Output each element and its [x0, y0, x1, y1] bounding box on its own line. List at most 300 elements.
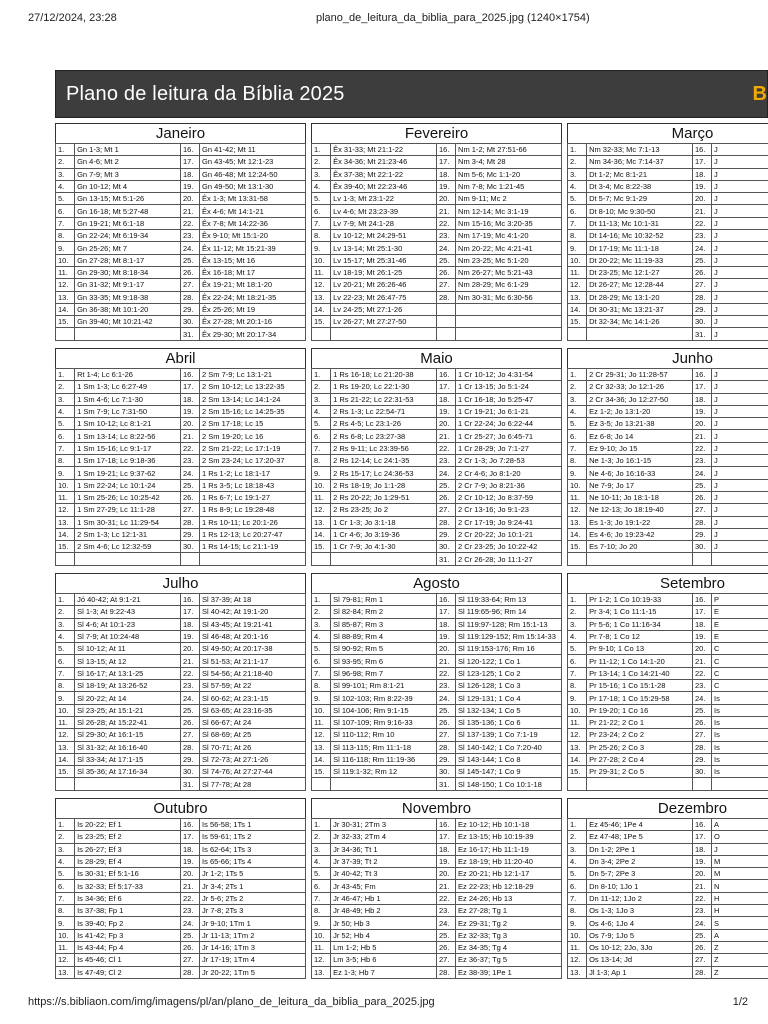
reading-row — [568, 643, 768, 655]
day-number: 7. — [312, 217, 331, 229]
day-number: 27. — [436, 279, 455, 291]
reading-text: 1 Rs 12-13; Lc 20:27-47 — [200, 528, 306, 540]
day-number: 17. — [692, 381, 711, 393]
reading-text: Jr 3-4; 2Ts 1 — [200, 880, 306, 892]
day-number: 4. — [312, 630, 331, 642]
day-number: 16. — [692, 369, 711, 381]
reading-text: Sl 43-45; At 19:21-41 — [200, 618, 306, 630]
reading-text: Ez 29-31; Tg 2 — [456, 917, 562, 929]
reading-row — [568, 753, 768, 765]
day-number: 1. — [56, 819, 75, 831]
reading-text: Gn 10-12; Mt 4 — [75, 180, 181, 192]
reading-row — [312, 716, 562, 728]
reading-row — [56, 655, 306, 667]
day-number: 20. — [436, 193, 455, 205]
reading-row — [312, 929, 562, 941]
day-number: 19. — [180, 405, 199, 417]
reading-text: Is 62-64; 1Ts 3 — [200, 843, 306, 855]
reading-row — [568, 381, 768, 393]
day-number: 12. — [312, 729, 331, 741]
day-number: 13. — [56, 291, 75, 303]
day-number: 26. — [436, 491, 455, 503]
reading-text: Lv 24-25; Mt 27:1-26 — [331, 303, 437, 315]
day-number: 28. — [436, 516, 455, 528]
reading-text: Sl 90-92; Rm 5 — [331, 643, 437, 655]
day-number: 6. — [568, 430, 587, 442]
reading-row — [312, 819, 562, 831]
day-number: 24. — [436, 692, 455, 704]
reading-row — [56, 855, 306, 867]
reading-text: Gn 29-30; Mt 8:18-34 — [75, 266, 181, 278]
reading-row — [56, 704, 306, 716]
reading-text: Sl 137-139; 1 Co 7:1-19 — [456, 729, 562, 741]
reading-row — [56, 606, 306, 618]
reading-text: J — [712, 279, 768, 291]
reading-text: Ez 3-5; Jo 13:21-38 — [587, 418, 693, 430]
reading-text: J — [712, 381, 768, 393]
reading-row — [56, 393, 306, 405]
reading-text: Is 39-40; Fp 2 — [75, 917, 181, 929]
month-name: Março — [567, 123, 768, 143]
day-number — [56, 553, 75, 565]
reading-table — [311, 368, 562, 566]
reading-text: Ez 45-46; 1Pe 4 — [587, 819, 693, 831]
reading-text: 1 Cr 16-18; Jo 5:25-47 — [456, 393, 562, 405]
month-3 — [567, 123, 768, 341]
reading-row — [568, 279, 768, 291]
reading-table — [311, 593, 562, 791]
day-number: 21. — [692, 205, 711, 217]
month-name: Setembro — [567, 573, 768, 593]
reading-row — [568, 766, 768, 778]
day-number: 13. — [568, 741, 587, 753]
reading-text: 1 Cr 4-6; Jo 3:19-36 — [331, 528, 437, 540]
day-number: 5. — [312, 193, 331, 205]
day-number: 2. — [312, 606, 331, 618]
reading-row — [56, 741, 306, 753]
reading-row — [568, 905, 768, 917]
reading-text: Êx 7-8; Mt 14:22-36 — [200, 217, 306, 229]
day-number: 18. — [692, 618, 711, 630]
reading-text: J — [712, 393, 768, 405]
day-number: 7. — [312, 667, 331, 679]
reading-row — [568, 843, 768, 855]
reading-text: Sl 123-125; 1 Co 2 — [456, 667, 562, 679]
reading-text — [331, 553, 437, 565]
day-number: 19. — [436, 630, 455, 642]
day-number: 27. — [180, 504, 199, 516]
reading-row — [312, 778, 562, 790]
reading-text: Ne 4-6; Jo 16:16-33 — [587, 467, 693, 479]
day-number: 2. — [56, 831, 75, 843]
reading-row — [312, 766, 562, 778]
reading-text: Ne 7-9; Jo 17 — [587, 479, 693, 491]
reading-text: 1 Rs 6-7; Lc 19:1-27 — [200, 491, 306, 503]
reading-row — [568, 479, 768, 491]
reading-text: J — [712, 479, 768, 491]
reading-text: 1 Sm 4-6; Lc 7:1-30 — [75, 393, 181, 405]
day-number: 8. — [312, 680, 331, 692]
reading-text: O — [712, 831, 768, 843]
reading-text: 1 Rs 1-2; Lc 18:1-17 — [200, 467, 306, 479]
month-6 — [567, 348, 768, 566]
month-name: Janeiro — [55, 123, 306, 143]
reading-row — [56, 144, 306, 156]
reading-row — [312, 941, 562, 953]
day-number: 29. — [180, 753, 199, 765]
reading-text: 2 Sm 21-22; Lc 17:1-19 — [200, 442, 306, 454]
reading-row — [56, 753, 306, 765]
reading-text: Sl 119:65-96; Rm 14 — [456, 606, 562, 618]
reading-text: Sl 23-25; At 15:1-21 — [75, 704, 181, 716]
day-number: 13. — [312, 741, 331, 753]
day-number: 21. — [180, 430, 199, 442]
reading-row — [568, 180, 768, 192]
day-number: 13. — [56, 741, 75, 753]
reading-row — [56, 680, 306, 692]
day-number: 30. — [692, 541, 711, 553]
reading-row — [56, 405, 306, 417]
reading-text: Sl 16-17; At 13:1-25 — [75, 667, 181, 679]
day-number: 23. — [436, 230, 455, 242]
reading-text: Dt 26-27; Mc 12:28-44 — [587, 279, 693, 291]
reading-text: Jl 1-3; Ap 1 — [587, 966, 693, 978]
reading-text: Dn 5-7; 2Pe 3 — [587, 868, 693, 880]
reading-text: Sl 51-53; At 21:1-17 — [200, 655, 306, 667]
day-number: 7. — [312, 892, 331, 904]
reading-text: Pr 9-10; 1 Co 13 — [587, 643, 693, 655]
day-number: 20. — [436, 868, 455, 880]
reading-row — [56, 156, 306, 168]
reading-text: Nm 1-2; Mt 27:51-66 — [456, 144, 562, 156]
day-number: 21. — [692, 880, 711, 892]
day-number: 8. — [56, 905, 75, 917]
day-number: 24. — [436, 467, 455, 479]
reading-row — [56, 479, 306, 491]
day-number: 6. — [312, 880, 331, 892]
reading-row — [568, 892, 768, 904]
reading-text: Jr 43-45; Fm — [331, 880, 437, 892]
reading-text: Jr 9-10; 1Tm 1 — [200, 917, 306, 929]
day-number: 1. — [56, 594, 75, 606]
day-number: 17. — [180, 381, 199, 393]
reading-text: Gn 36-38; Mt 10:1-20 — [75, 303, 181, 315]
day-number: 1. — [312, 819, 331, 831]
reading-row — [568, 405, 768, 417]
reading-text: Sl 82-84; Rm 2 — [331, 606, 437, 618]
day-number: 9. — [312, 917, 331, 929]
reading-text: 2 Rs 6-8; Lc 23:27-38 — [331, 430, 437, 442]
reading-text: Sl 13-15; At 12 — [75, 655, 181, 667]
reading-text: Gn 27-28; Mt 8:1-17 — [75, 254, 181, 266]
reading-row — [568, 819, 768, 831]
day-number: 31. — [692, 328, 711, 340]
reading-row — [568, 618, 768, 630]
day-number: 5. — [56, 643, 75, 655]
reading-row — [568, 729, 768, 741]
day-number: 2. — [568, 381, 587, 393]
day-number: 28. — [692, 966, 711, 978]
reading-text: 1 Cr 25-27; Jo 6:45-71 — [456, 430, 562, 442]
reading-row — [312, 704, 562, 716]
reading-row — [312, 491, 562, 503]
day-number: 7. — [568, 667, 587, 679]
reading-row — [568, 168, 768, 180]
day-number: 19. — [692, 630, 711, 642]
day-number: 29. — [436, 753, 455, 765]
reading-text: Ez 10-12; Hb 10:1-18 — [456, 819, 562, 831]
reading-plan-image — [55, 70, 768, 988]
reading-text: 2 Cr 23-25; Jo 10:22-42 — [456, 541, 562, 553]
day-number: 3. — [568, 393, 587, 405]
day-number: 18. — [180, 843, 199, 855]
reading-row — [56, 242, 306, 254]
reading-row — [56, 205, 306, 217]
reading-row — [568, 917, 768, 929]
reading-text: Is 20-22; Ef 1 — [75, 819, 181, 831]
reading-text — [456, 303, 562, 315]
day-number: 18. — [692, 843, 711, 855]
reading-text: Dt 20-22; Mc 11:19-33 — [587, 254, 693, 266]
day-number: 11. — [56, 266, 75, 278]
reading-text: Nm 30-31; Mc 6:30-56 — [456, 291, 562, 303]
reading-row — [312, 291, 562, 303]
reading-text: Pr 3-4; 1 Co 11:1-15 — [587, 606, 693, 618]
day-number: 27. — [180, 954, 199, 966]
day-number: 30. — [692, 766, 711, 778]
day-number: 24. — [436, 242, 455, 254]
reading-text — [712, 778, 768, 790]
reading-text: Lv 22-23; Mt 26:47-75 — [331, 291, 437, 303]
day-number: 26. — [436, 716, 455, 728]
reading-text: Dn 11-12; 1Jo 2 — [587, 892, 693, 904]
day-number: 17. — [180, 831, 199, 843]
month-9 — [567, 573, 768, 791]
day-number: 9. — [312, 242, 331, 254]
reading-text: Ne 1-3; Jo 16:1-15 — [587, 455, 693, 467]
reading-text: Ez 38-39; 1Pe 1 — [456, 966, 562, 978]
reading-text: Nm 12-14; Mc 3:1-19 — [456, 205, 562, 217]
reading-text: 1 Cr 1-3; Jo 3:1-18 — [331, 516, 437, 528]
day-number: 17. — [180, 606, 199, 618]
day-number: 7. — [56, 442, 75, 454]
reading-row — [568, 491, 768, 503]
day-number: 17. — [692, 606, 711, 618]
reading-text: Dt 11-13; Mc 10:1-31 — [587, 217, 693, 229]
reading-text: Sl 102-103; Rm 8:22-39 — [331, 692, 437, 704]
day-number: 12. — [568, 504, 587, 516]
day-number: 16. — [436, 144, 455, 156]
reading-text: J — [712, 455, 768, 467]
reading-text: Sl 96-98; Rm 7 — [331, 667, 437, 679]
reading-row — [56, 618, 306, 630]
reading-text: Gn 7-9; Mt 3 — [75, 168, 181, 180]
day-number: 19. — [180, 630, 199, 642]
reading-table — [567, 818, 768, 979]
reading-text: Ez 16-17; Hb 11:1-19 — [456, 843, 562, 855]
day-number: 24. — [692, 467, 711, 479]
day-number: 4. — [568, 630, 587, 642]
day-number: 15. — [56, 541, 75, 553]
reading-text: J — [712, 316, 768, 328]
day-number: 21. — [692, 430, 711, 442]
day-number: 16. — [436, 369, 455, 381]
reading-text: Sl 40-42; At 19:1-20 — [200, 606, 306, 618]
day-number: 16. — [436, 819, 455, 831]
day-number: 21. — [436, 205, 455, 217]
day-number: 17. — [436, 381, 455, 393]
reading-text: Êx 4-6; Mt 14:1-21 — [200, 205, 306, 217]
reading-row — [568, 929, 768, 941]
reading-text — [712, 553, 768, 565]
reading-text: Nm 9-11; Mc 2 — [456, 193, 562, 205]
day-number: 20. — [692, 418, 711, 430]
reading-text: Sl 46-48; At 20:1-16 — [200, 630, 306, 642]
reading-text: 1 Sm 15-16; Lc 9:1-17 — [75, 442, 181, 454]
reading-text: Is 65-66; 1Ts 4 — [200, 855, 306, 867]
reading-text: Sl 33-34; At 17:1-15 — [75, 753, 181, 765]
reading-text: Dt 5-7; Mc 9:1-29 — [587, 193, 693, 205]
reading-text: Is — [712, 692, 768, 704]
reading-row — [568, 704, 768, 716]
reading-text: Is 28-29; Ef 4 — [75, 855, 181, 867]
day-number: 20. — [692, 868, 711, 880]
day-number: 5. — [312, 643, 331, 655]
reading-table — [567, 368, 768, 566]
day-number: 17. — [180, 156, 199, 168]
day-number: 25. — [436, 929, 455, 941]
day-number: 18. — [436, 168, 455, 180]
day-number: 21. — [436, 655, 455, 667]
reading-row — [568, 455, 768, 467]
reading-text: 1 Cr 7-9; Jo 4:1-30 — [331, 541, 437, 553]
reading-row — [568, 467, 768, 479]
day-number: 14. — [568, 753, 587, 765]
day-number: 12. — [312, 279, 331, 291]
day-number: 6. — [56, 655, 75, 667]
day-number: 3. — [312, 843, 331, 855]
reading-text: Dt 28-29; Mc 13:1-20 — [587, 291, 693, 303]
day-number: 30. — [180, 541, 199, 553]
day-number: 19. — [180, 855, 199, 867]
reading-text: Gn 25-26; Mt 7 — [75, 242, 181, 254]
day-number: 20. — [436, 418, 455, 430]
reading-row — [56, 819, 306, 831]
day-number: 19. — [692, 855, 711, 867]
reading-text: Lm 1-2; Hb 5 — [331, 941, 437, 953]
reading-row — [312, 528, 562, 540]
reading-text: Sl 119:1-32; Rm 12 — [331, 766, 437, 778]
day-number — [568, 778, 587, 790]
reading-text: 2 Rs 15-17; Lc 24:36-53 — [331, 467, 437, 479]
reading-row — [568, 193, 768, 205]
reading-text: Jr 14-16; 1Tm 3 — [200, 941, 306, 953]
reading-row — [56, 831, 306, 843]
day-number: 5. — [312, 868, 331, 880]
day-number: 8. — [312, 455, 331, 467]
day-number: 29. — [692, 303, 711, 315]
reading-text: Pr 15-16; 1 Co 15:1-28 — [587, 680, 693, 692]
reading-row — [568, 716, 768, 728]
day-number: 29. — [180, 528, 199, 540]
reading-text: Sl 70-71; At 26 — [200, 741, 306, 753]
reading-row — [312, 667, 562, 679]
reading-text: J — [712, 541, 768, 553]
reading-text: Pr 23-24; 2 Co 2 — [587, 729, 693, 741]
day-number: 31. — [436, 553, 455, 565]
day-number: 4. — [312, 180, 331, 192]
day-number: 12. — [568, 729, 587, 741]
reading-text: 1 Sm 19-21; Lc 9:37-62 — [75, 467, 181, 479]
day-number — [692, 778, 711, 790]
reading-text: C — [712, 655, 768, 667]
day-number: 25. — [436, 479, 455, 491]
day-number: 10. — [312, 929, 331, 941]
reading-row — [56, 193, 306, 205]
day-number: 22. — [180, 217, 199, 229]
reading-text: 2 Sm 4-6; Lc 12:32-59 — [75, 541, 181, 553]
reading-text: Dn 8-10; 1Jo 1 — [587, 880, 693, 892]
reading-text: Sl 88-89; Rm 4 — [331, 630, 437, 642]
day-number: 18. — [692, 168, 711, 180]
reading-row — [312, 381, 562, 393]
reading-row — [312, 594, 562, 606]
reading-text: Sl 104-106; Rm 9:1-15 — [331, 704, 437, 716]
reading-text — [456, 328, 562, 340]
reading-row — [56, 766, 306, 778]
day-number: 22. — [436, 217, 455, 229]
reading-text: Sl 57-59; At 22 — [200, 680, 306, 692]
day-number: 15. — [568, 316, 587, 328]
reading-row — [568, 144, 768, 156]
reading-row — [56, 692, 306, 704]
month-5 — [311, 348, 562, 566]
day-number: 13. — [312, 966, 331, 978]
day-number: 10. — [568, 704, 587, 716]
brand-mark: B — [752, 83, 767, 105]
month-name: Abril — [55, 348, 306, 368]
day-number: 4. — [568, 180, 587, 192]
reading-text: Ez 32-33; Tg 3 — [456, 929, 562, 941]
reading-row — [56, 594, 306, 606]
day-number: 16. — [692, 144, 711, 156]
day-number: 3. — [568, 843, 587, 855]
reading-text: Gn 13-15; Mt 5:1-26 — [75, 193, 181, 205]
reading-text: P — [712, 594, 768, 606]
day-number: 16. — [180, 594, 199, 606]
day-number: 26. — [692, 941, 711, 953]
reading-text: J — [712, 193, 768, 205]
day-number: 4. — [312, 405, 331, 417]
day-number: 13. — [312, 516, 331, 528]
reading-row — [56, 467, 306, 479]
reading-text: Gn 41-42; Mt 11 — [200, 144, 306, 156]
day-number: 7. — [312, 442, 331, 454]
day-number: 1. — [568, 144, 587, 156]
reading-row — [56, 491, 306, 503]
day-number: 11. — [568, 941, 587, 953]
reading-text: 2 Cr 20-22; Jo 10:1-21 — [456, 528, 562, 540]
reading-text: Sl 63-65; At 23:16-35 — [200, 704, 306, 716]
reading-row — [56, 905, 306, 917]
reading-text: 2 Sm 19-20; Lc 16 — [200, 430, 306, 442]
reading-row — [568, 369, 768, 381]
reading-text: Is 43-44; Fp 4 — [75, 941, 181, 953]
reading-text: 1 Sm 10-12; Lc 8:1-21 — [75, 418, 181, 430]
day-number: 2. — [56, 156, 75, 168]
reading-row — [56, 729, 306, 741]
reading-text: J — [712, 291, 768, 303]
